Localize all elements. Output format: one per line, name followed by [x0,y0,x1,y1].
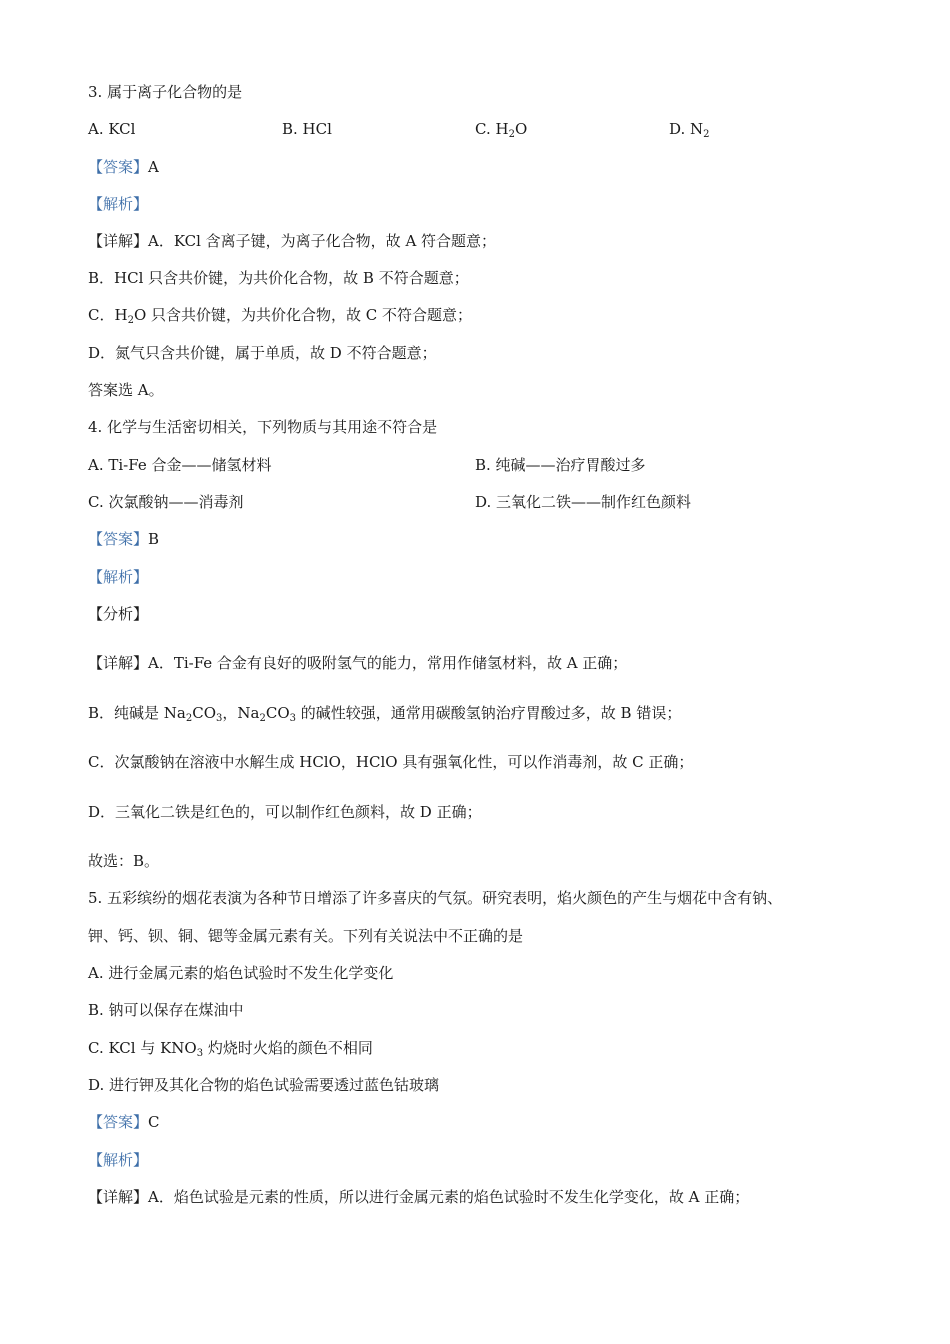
q3-detail-d: D．氮气只含共价键，属于单质，故 D 不符合题意； [88,344,437,362]
q4-option-c: C. 次氯酸钠——消毒剂 [88,493,244,511]
q3-option-c: C. $H_2O$ [475,120,528,140]
q3-analysis-tag: 【解析】 [88,195,149,213]
q3-detail-b: B．HCl 只含共价键，为共价化合物，故 B 不符合题意； [88,269,469,287]
q5-option-c: C. KCl 与 $KNO_3$ 灼烧时火焰的颜色不相同 [88,1039,373,1059]
answer-tag: 【答案】 [88,1113,149,1131]
q5-analysis-tag: 【解析】 [88,1151,149,1169]
q3-detail-a: 【详解】A．KCl 含离子键，为离子化合物，故 A 符合题意； [88,232,497,250]
q4-analysis-tag: 【解析】 [88,568,149,586]
q3-answer: 【答案】A [88,158,159,176]
q4-fenxi-tag: 【分析】 [88,605,149,623]
q5-option-b: B. 钠可以保存在煤油中 [88,1001,244,1019]
q5-option-a: A. 进行金属元素的焰色试验时不发生化学变化 [88,964,394,982]
q4-option-d: D. 三氧化二铁——制作红色颜料 [475,493,692,511]
q5-detail-a: 【详解】A．焰色试验是元素的性质，所以进行金属元素的焰色试验时不发生化学变化，故 A 正确； [88,1188,750,1206]
q3-detail-c: C．$H_2O$ 只含共价键，为共价化合物，故 C 不符合题意； [88,306,473,326]
q4-detail-d: D．三氧化二铁是红色的，可以制作红色颜料，故 D 正确； [88,803,482,821]
q4-option-a: A. Ti-Fe 合金——储氢材料 [88,456,272,474]
q4-answer: 【答案】B [88,530,160,548]
q3-conclusion: 答案选 A。 [88,381,164,399]
q5-stem-line-2: 钾、钙、钡、铜、锶等金属元素有关。下列有关说法中不正确的是 [88,927,524,945]
q3-option-d: D. $N_2$ [669,120,710,140]
q4-detail-c: C．次氯酸钠在溶液中水解生成 HClO，HClO 具有强氧化性，可以作消毒剂，故 C 正确； [88,753,694,771]
q5-stem-line-1: 5. 五彩缤纷的烟花表演为各种节日增添了许多喜庆的气氛。研究表明，焰火颜色的产生与烟花中含有钠、 [88,889,783,907]
q4-stem: 4. 化学与生活密切相关，下列物质与其用途不符合是 [88,418,438,436]
q5-answer: 【答案】C [88,1113,160,1131]
q4-detail-b: B．纯碱是 $Na_2CO_3$，$Na_2CO_3$ 的碱性较强，通常用碳酸氢钠治疗胃酸过多，故 B 错误； [88,704,682,724]
q4-conclusion: 故选：B。 [88,852,160,870]
answer-tag: 【答案】 [88,158,149,176]
q3-option-b: B. HCl [282,120,332,138]
q3-option-a: A. KCl [88,120,136,138]
q5-option-d: D. 进行钾及其化合物的焰色试验需要透过蓝色钴玻璃 [88,1076,440,1094]
answer-tag: 【答案】 [88,530,149,548]
q4-detail-a: 【详解】A．Ti-Fe 合金有良好的吸附氢气的能力，常用作储氢材料，故 A 正确； [88,654,628,672]
q3-stem: 3. 属于离子化合物的是 [88,83,243,101]
q4-option-b: B. 纯碱——治疗胃酸过多 [475,456,646,474]
